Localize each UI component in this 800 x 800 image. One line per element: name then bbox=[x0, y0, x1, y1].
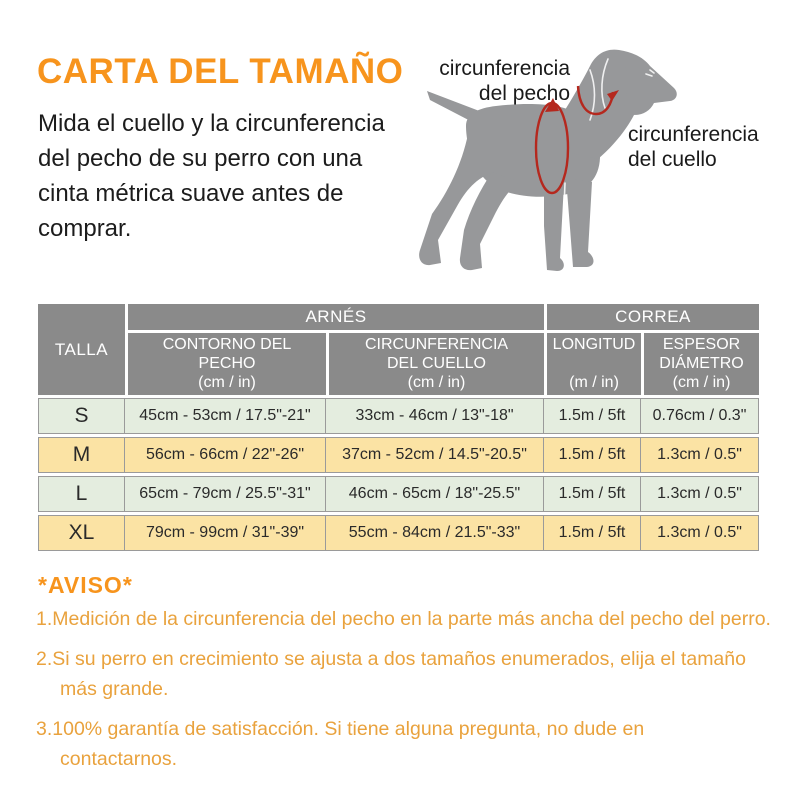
note-line: 3.100% garantía de satisfacción. Si tiene alguna pregunta, no dude en bbox=[36, 718, 645, 740]
size-cell: XL bbox=[38, 515, 125, 551]
note-line: más grande. bbox=[60, 678, 169, 700]
neck-cell: 37cm - 52cm / 14.5"-20.5" bbox=[326, 437, 544, 473]
note-item-2 bbox=[36, 644, 788, 704]
neck-cell: 46cm - 65cm / 18"-25.5" bbox=[326, 476, 544, 512]
length-cell: 1.5m / 5ft bbox=[544, 515, 641, 551]
intro-text bbox=[38, 106, 418, 246]
table-row-m bbox=[38, 437, 759, 473]
intro-line: del pecho de su perro con una bbox=[38, 145, 363, 172]
table-row-s bbox=[38, 398, 759, 434]
chest-cell: 65cm - 79cm / 25.5"-31" bbox=[125, 476, 326, 512]
thickness-cell: 0.76cm / 0.3" bbox=[641, 398, 759, 434]
thickness-cell: 1.3cm / 0.5" bbox=[641, 476, 759, 512]
note-item-1 bbox=[36, 604, 788, 634]
thickness-cell: 1.3cm / 0.5" bbox=[641, 515, 759, 551]
size-table bbox=[38, 301, 759, 554]
chest-cell: 56cm - 66cm / 22"-26" bbox=[125, 437, 326, 473]
thickness-cell: 1.3cm / 0.5" bbox=[641, 437, 759, 473]
arnes-group-header: ARNÉS bbox=[125, 304, 544, 330]
correa-group-header: CORREA bbox=[544, 304, 759, 330]
neck-cell: 55cm - 84cm / 21.5"-33" bbox=[326, 515, 544, 551]
length-column-header: LONGITUD (m / in) bbox=[544, 333, 641, 395]
note-item-3 bbox=[36, 714, 788, 774]
chest-cell: 45cm - 53cm / 17.5"-21" bbox=[125, 398, 326, 434]
neck-column-header: CIRCUNFERENCIA DEL CUELLO (cm / in) bbox=[326, 333, 544, 395]
table-row-l bbox=[38, 476, 759, 512]
table-column-header-row bbox=[38, 333, 759, 395]
neck-cell: 33cm - 46cm / 13"-18" bbox=[326, 398, 544, 434]
table-group-header-row bbox=[38, 304, 759, 330]
note-line: contactarnos. bbox=[60, 748, 178, 770]
talla-header: TALLA bbox=[38, 304, 125, 395]
intro-line: Mida el cuello y la circunferencia bbox=[38, 110, 385, 137]
length-cell: 1.5m / 5ft bbox=[544, 476, 641, 512]
chest-cell: 79cm - 99cm / 31"-39" bbox=[125, 515, 326, 551]
size-cell: L bbox=[38, 476, 125, 512]
dog-front-leg-near bbox=[566, 178, 594, 267]
note-line: 2.Si su perro en crecimiento se ajusta a dos tamaños enumerados, elija el tamaño bbox=[36, 648, 746, 670]
notice-heading: *AVISO* bbox=[38, 572, 133, 598]
neck-circumference-label: circunferencia del cuello bbox=[628, 123, 759, 171]
size-cell: S bbox=[38, 398, 125, 434]
notice-list bbox=[36, 604, 788, 784]
note-line: 1.Medición de la circunferencia del pecho en la parte más ancha del pecho del perro. bbox=[36, 608, 771, 630]
length-cell: 1.5m / 5ft bbox=[544, 398, 641, 434]
size-cell: M bbox=[38, 437, 125, 473]
chest-circumference-label: circunferencia del pecho bbox=[439, 57, 570, 105]
length-cell: 1.5m / 5ft bbox=[544, 437, 641, 473]
thickness-column-header: ESPESOR DIÁMETRO (cm / in) bbox=[641, 333, 759, 395]
chest-column-header: CONTORNO DEL PECHO (cm / in) bbox=[125, 333, 326, 395]
table-row-xl bbox=[38, 515, 759, 551]
intro-line: comprar. bbox=[38, 215, 132, 242]
intro-line: cinta métrica suave antes de bbox=[38, 180, 344, 207]
page-title: CARTA DEL TAMAÑO bbox=[37, 52, 404, 91]
dog-measurement-diagram bbox=[400, 30, 800, 300]
